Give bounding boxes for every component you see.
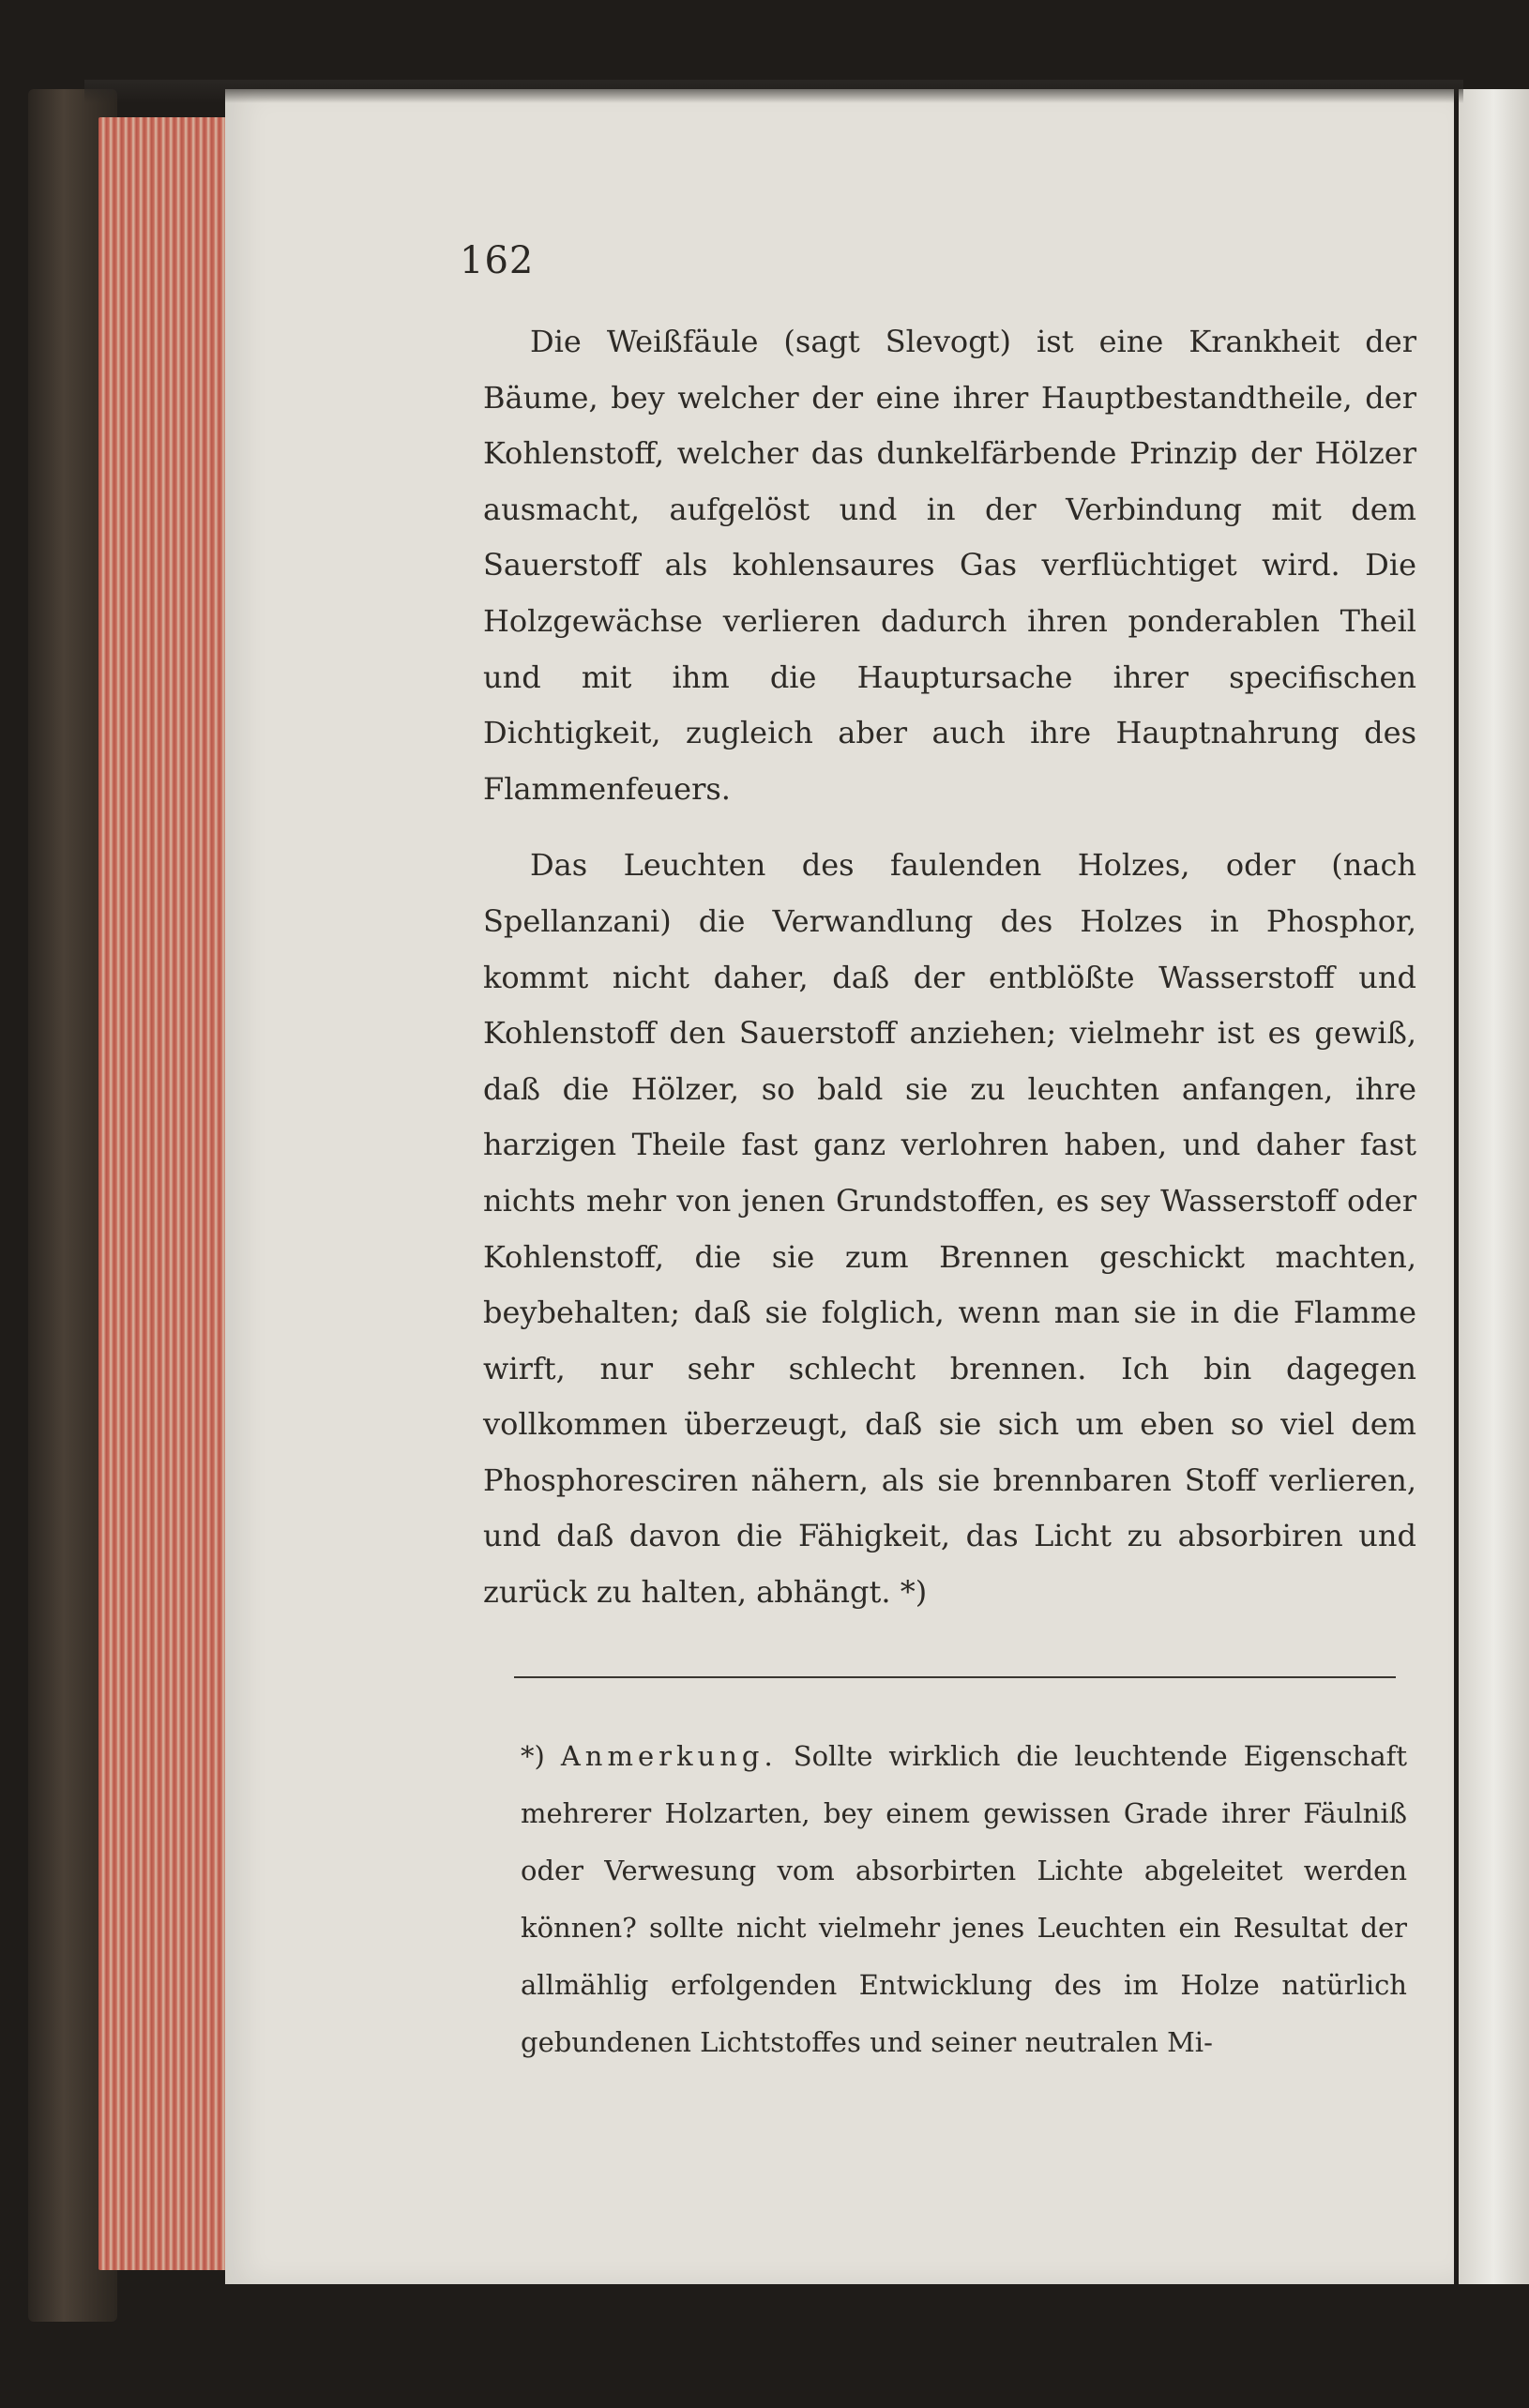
paragraph-2: Das Leuchten des faulenden Holzes, oder (nach Spellanzani) die Verwandlung des Holzes in Phosphor, kommt nicht daher, daß der entblößte Wasserstoff und Kohlenstoff den Sauerstoff anziehen; vielmehr ist es gewiß, daß die Hölzer, so bald sie zu leuchten anfangen, ihre harzigen Theile fast ganz verlohren haben, und daher fast nichts mehr von jenen Grundstoffen, es sey Wasserstoff oder Kohlenstoff, die sie zum Brennen geschickt machten, beybehalten; daß sie folglich, wenn man sie in die Flamme wirft, nur sehr schlecht brennen. Ich bin dagegen vollkommen überzeugt, daß sie sich um eben so viel dem Phosphoresciren nähern, als sie brennbaren Stoff verlieren, und daß davon die Fähigkeit, das Licht zu absorbiren und zurück zu halten, abhängt. *) (483, 847, 1416, 1611)
paragraph-1: Die Weißfäule (sagt Slevogt) ist eine Krankheit der Bäume, bey welcher der eine ihrer Hauptbestandtheile, der Kohlenstoff, welcher das dunkelfärbende Prinzip der Hölzer ausmacht, aufgelöst und in der Verbindung mit dem Sauerstoff als kohlensaures Gas verflüchtiget wird. Die Holzgewächse verlieren dadurch ihren ponderablen Theil und mit ihm die Hauptursache ihrer specifischen Dichtigkeit, zugleich aber auch ihre Hauptnahrung des Flammenfeuers. (483, 324, 1416, 807)
facing-page-edge (1459, 89, 1529, 2284)
body-text (483, 314, 1416, 1621)
footnote-text: Sollte wirklich die leuchtende Eigenschaft mehrerer Holzarten, bey einem gewissen Grade ihrer Fäulniß oder Verwesung vom absorbirten Lichte abgeleitet werden können? sollte nicht vielmehr jenes Leuchten ein Resultat der allmählig erfolgenden Entwicklung des im Holze natürlich gebundenen Lichtstoffes und seiner neutralen Mi- (521, 1740, 1408, 2058)
footnote-marker: *) (521, 1740, 545, 1772)
page-number: 162 (460, 239, 535, 282)
page-edges (98, 117, 235, 2270)
footnote-divider (514, 1676, 1396, 1678)
footnote-label: Anmerkung. (560, 1740, 778, 1772)
footnote (521, 1728, 1407, 2071)
top-shadow (84, 80, 1463, 103)
